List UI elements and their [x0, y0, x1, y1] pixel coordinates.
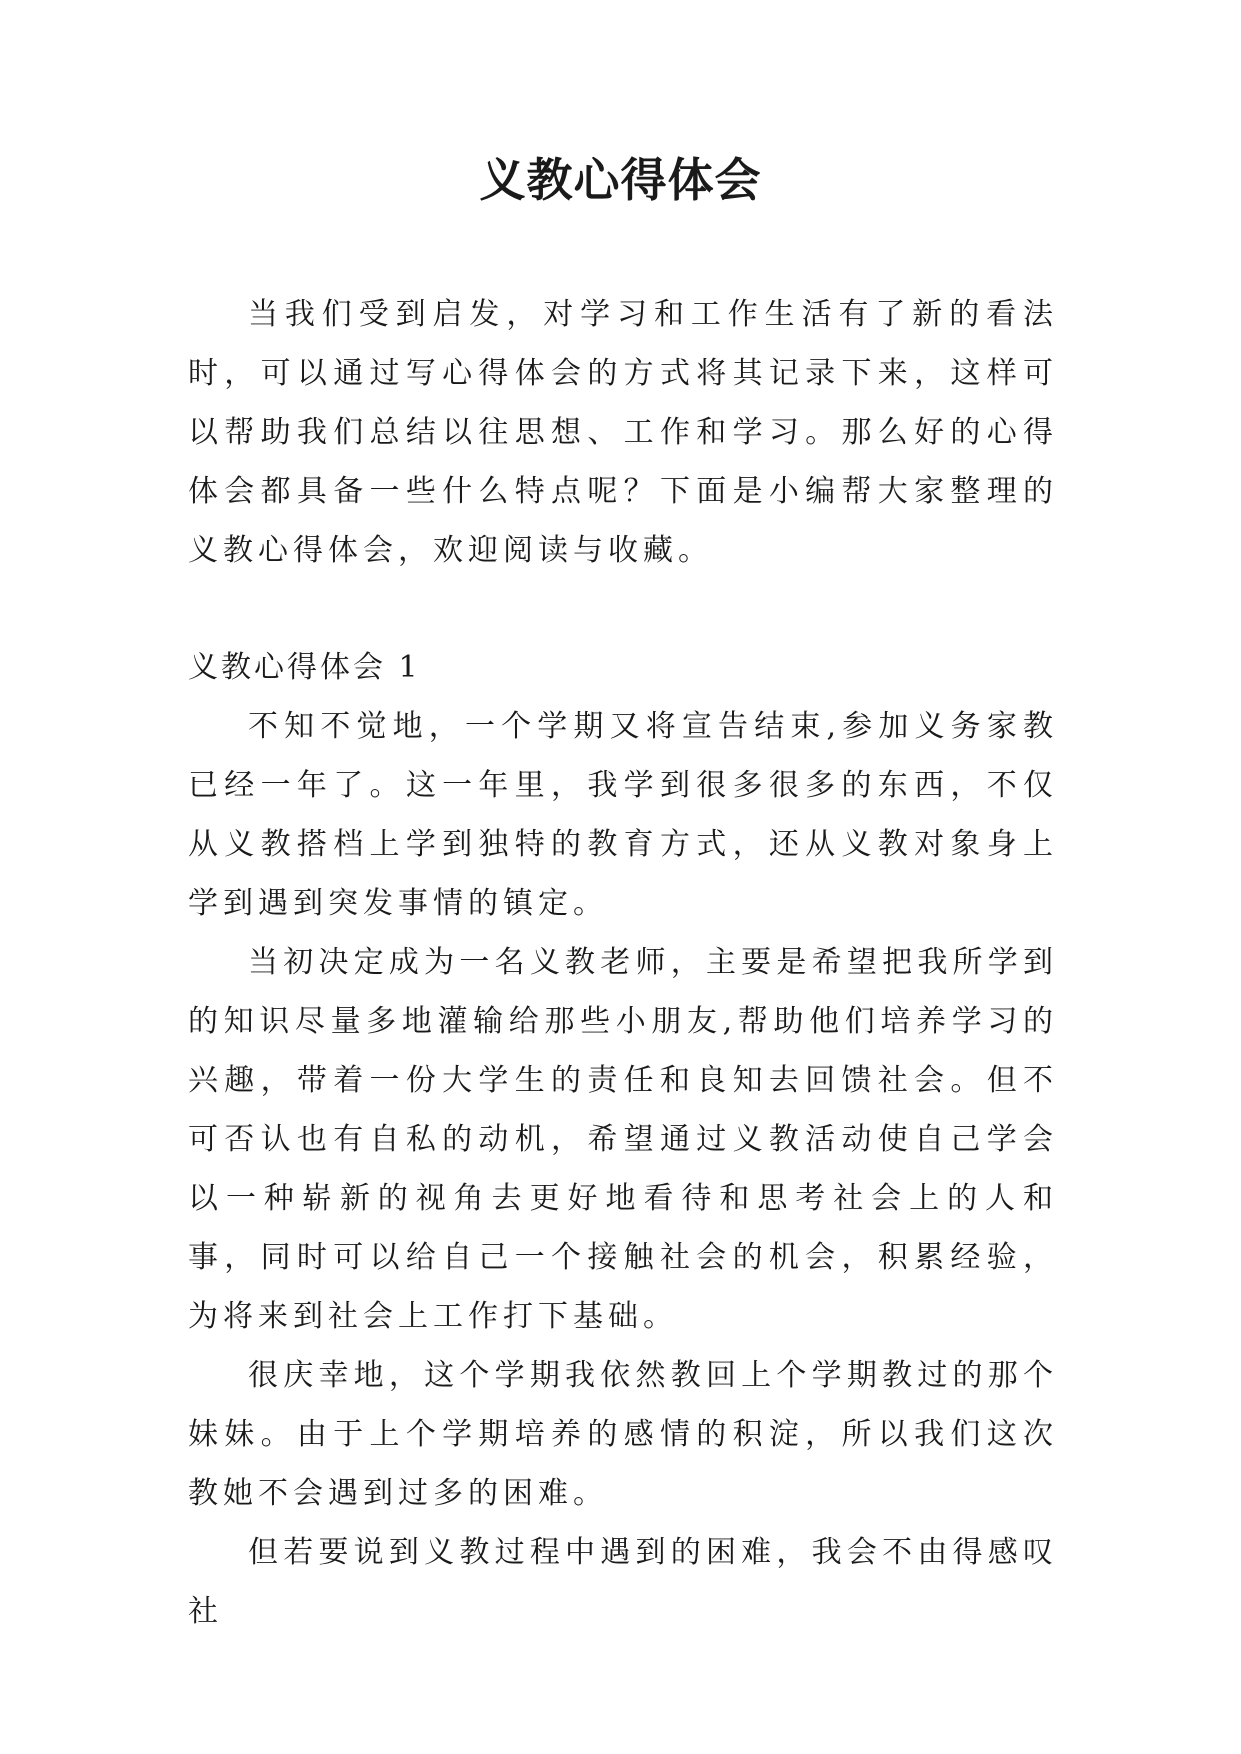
body-paragraph: 但若要说到义教过程中遇到的困难，我会不由得感叹社	[188, 1535, 1058, 1629]
section-heading: 义教心得体会 1	[188, 650, 421, 685]
body-paragraph: 很庆幸地，这个学期我依然教回上个学期教过的那个妹妹。由于上个学期培养的感情的积淀，所以我们这次教她不会遇到过多的困难。	[188, 1358, 1058, 1511]
body-paragraph: 不知不觉地，一个学期又将宣告结束,参加义务家教已经一年了。这一年里，我学到很多很多的东西，不仅从义教搭档上学到独特的教育方式，还从义教对象身上学到遇到突发事情的镇定。	[188, 709, 1058, 921]
document-title: 义教心得体会	[479, 153, 762, 207]
body-paragraph: 当初决定成为一名义教老师，主要是希望把我所学到的知识尽量多地灌输给那些小朋友,帮助他们培养学习的兴趣，带着一份大学生的责任和良知去回馈社会。但不可否认也有自私的动机，希望通过义教活动使自己学会以一种崭新的视角去更好地看待和思考社会上的人和事，同时可以给自己一个接触社会的机会，积累经验，为将来到社会上工作打下基础。	[188, 945, 1058, 1334]
intro-paragraph: 当我们受到启发，对学习和工作生活有了新的看法时，可以通过写心得体会的方式将其记录下来，这样可以帮助我们总结以往思想、工作和学习。那么好的心得体会都具备一些什么特点呢？下面是小编帮大家整理的义教心得体会，欢迎阅读与收藏。	[188, 297, 1058, 568]
document-body	[188, 285, 1058, 1641]
